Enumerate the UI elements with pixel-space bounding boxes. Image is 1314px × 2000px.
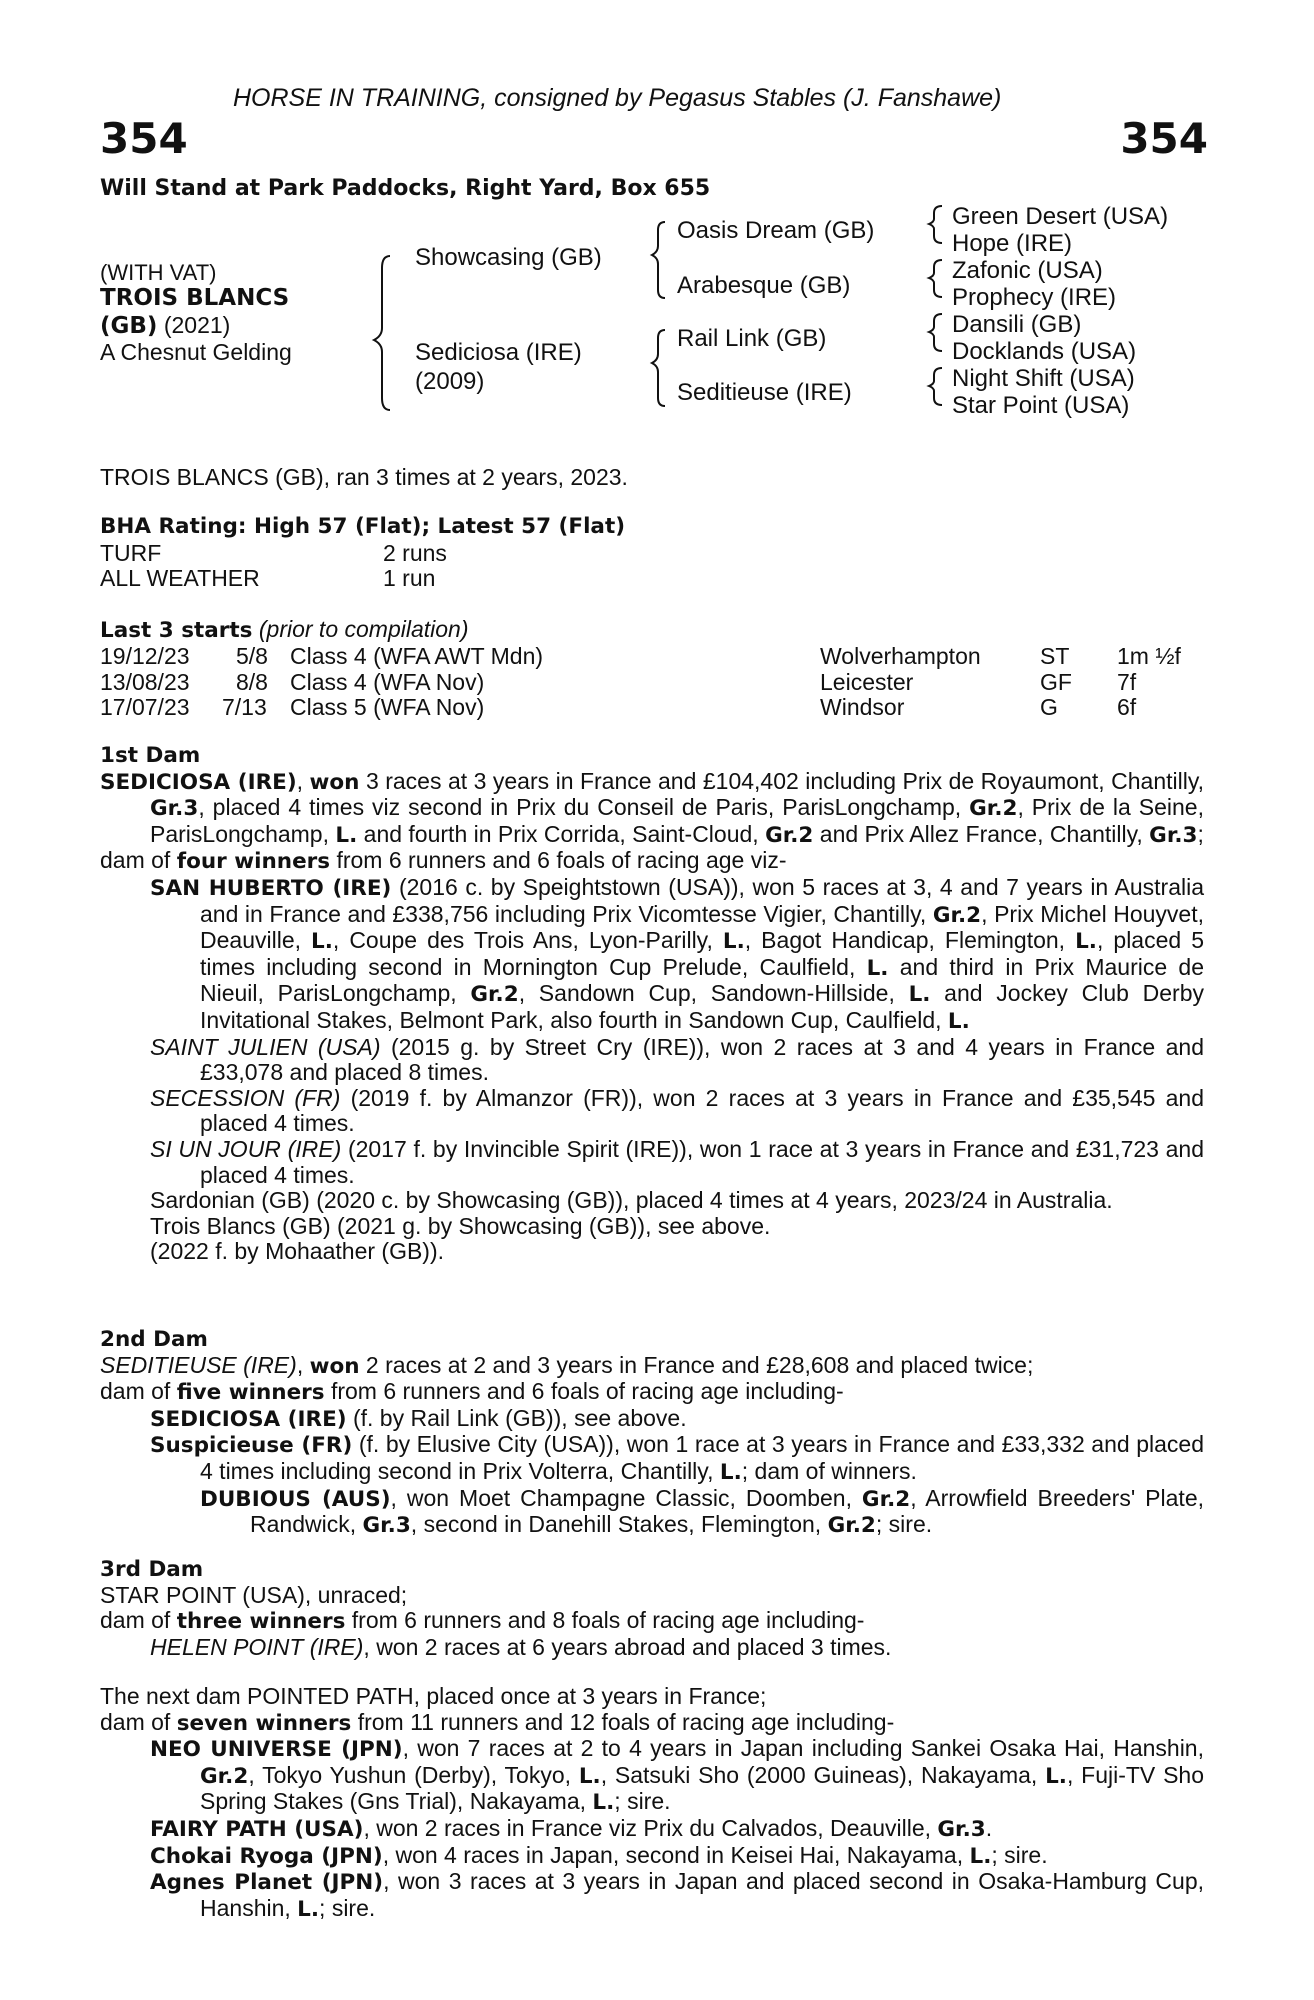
text: , won 2 races in France viz Prix du Calvados, Deauville,: [363, 1814, 938, 1841]
winners-count: seven winners: [176, 1710, 352, 1736]
text: and Prix Allez France, Chantilly,: [813, 820, 1150, 847]
start-race: Class 5 (WFA Nov): [290, 694, 485, 720]
produce-secession: [100, 1086, 1204, 1137]
text: , placed 5 times including second in Mornington Cup Prelude, Caulfield,: [200, 927, 1204, 980]
produce-name: SEDICIOSA (IRE): [150, 1406, 347, 1432]
start-date: 13/08/23: [100, 669, 190, 695]
text: from 11 runners and 12 foals of racing age including-: [351, 1708, 895, 1735]
text: (2019 f. by Almanzor (FR)), won 2 races at 3 years in France and £35,545 and placed 4 times.: [200, 1084, 1204, 1137]
produce-name: Agnes Planet (JPN): [150, 1870, 384, 1896]
listed: L.: [335, 822, 358, 848]
produce-dubious: [100, 1486, 1204, 1539]
start-date: 17/07/23: [100, 694, 190, 720]
produce-name: DUBIOUS (AUS): [200, 1486, 391, 1512]
text: .: [985, 1814, 993, 1841]
text: , Bagot Handicap, Flemington,: [744, 927, 1076, 954]
text: , won Moet Champagne Classic, Doomben,: [390, 1484, 862, 1511]
second-dam-section: [100, 1327, 1204, 1539]
start-going: ST: [1040, 643, 1070, 669]
start-date: 19/12/23: [100, 643, 190, 669]
start-going: GF: [1040, 669, 1072, 695]
gen3-1: Oasis Dream (GB): [677, 217, 875, 244]
horse-year: (2021): [157, 312, 231, 338]
grade: Gr.3: [937, 1816, 986, 1842]
text: , won 4 races in Japan, second in Keisei Hai, Nakayama,: [382, 1841, 970, 1868]
horse-description: A Chesnut Gelding: [100, 339, 292, 365]
text: (2016 c. by Speightstown (USA)), won 5 races at 3, 4 and 7 years in Australia and in France and £338,756 including Prix Vicomtesse Vigier, Chantilly,: [200, 873, 1205, 927]
produce-suspicieuse: [100, 1432, 1204, 1485]
grade: Gr.3: [1149, 822, 1198, 848]
produce-si-un-jour: [100, 1137, 1204, 1188]
third-dam-produce-summary: [100, 1608, 1204, 1635]
horse-origin: (GB): [100, 313, 158, 339]
produce-name: SECESSION (FR): [150, 1084, 341, 1111]
produce-san-huberto: [100, 875, 1204, 1035]
gen4-5: Dansili (GB): [952, 311, 1082, 338]
start-course: Windsor: [820, 694, 905, 720]
first-dam-record: SEDICIOSA (IRE), won 3 races at 3 years in France and £104,402 including Prix de Royaumont, Chantilly, Gr.3, placed 4 times viz second in Prix du Conseil de Paris, ParisLongchamp, Gr.2, Prix de la Seine, ParisLongchamp, L. and fourth in Prix Corrida, Saint-Cloud, Gr.2 and Prix Allez France, Chantilly, Gr.3;: [100, 767, 1205, 848]
text: , Satsuki Sho (2000 Guineas), Nakayama,: [600, 1761, 1046, 1788]
produce-name: SAINT JULIEN (USA): [150, 1033, 381, 1060]
listed: L.: [866, 955, 889, 981]
text: , Sandown Cup, Sandown-Hillside,: [518, 980, 909, 1007]
text: ; sire.: [614, 1788, 671, 1815]
won-word: won: [309, 1353, 360, 1379]
first-dam-produce-summary: [100, 848, 1204, 875]
lot-number-right: 354: [1120, 114, 1208, 163]
text: ; sire.: [875, 1511, 933, 1538]
race-summary: TROIS BLANCS (GB), ran 3 times at 2 years, 2023.: [100, 464, 628, 490]
listed: L.: [719, 1459, 742, 1485]
brace-sire-line: [652, 222, 665, 298]
first-dam-name: SEDICIOSA (IRE): [100, 769, 297, 795]
text: ; sire.: [991, 1841, 1048, 1868]
start-distance: 6f: [1117, 694, 1137, 720]
text: (f. by Rail Link (GB)), see above.: [346, 1404, 687, 1431]
brace-g4-1: [929, 206, 942, 243]
last-starts-heading: [100, 618, 469, 642]
listed: L.: [908, 982, 931, 1008]
start-position: 7/13: [222, 694, 267, 720]
text: , Prix de la Seine, ParisLongchamp,: [150, 794, 1204, 847]
gen4-6: Docklands (USA): [952, 338, 1137, 365]
text: (f. by Elusive City (USA)), won 1 race at 3 years in France and £33,332 and placed 4 times including second in Prix Volterra, Chantilly,: [200, 1431, 1204, 1484]
produce-neo-universe: [100, 1736, 1204, 1816]
produce-saint-julien: [100, 1035, 1204, 1086]
text: ;: [1197, 820, 1204, 847]
produce-name: Suspicieuse (FR): [150, 1433, 353, 1459]
grade: Gr.2: [932, 902, 982, 928]
grade: Gr.2: [200, 1763, 249, 1789]
grade: Gr.2: [861, 1486, 911, 1512]
won-word: won: [309, 769, 360, 795]
produce-chokai-ryoga: [100, 1843, 1204, 1870]
gen4-7: Night Shift (USA): [952, 365, 1135, 392]
third-dam-record: STAR POINT (USA), unraced;: [100, 1581, 408, 1608]
rating-turf-label: TURF: [100, 540, 162, 566]
text: dam of: [100, 1607, 177, 1634]
text: , Prix Michel Houyvet, Deauville,: [200, 900, 1204, 954]
next-dam-section: [100, 1684, 1204, 1922]
text: (2015 g. by Street Cry (IRE)), won 2 races at 3 and 4 years in France and £33,078 and placed 8 times.: [200, 1033, 1204, 1086]
text: from 6 runners and 6 foals of racing age including-: [324, 1378, 844, 1405]
produce-name: HELEN POINT (IRE): [150, 1633, 364, 1660]
gen3-3: Rail Link (GB): [677, 325, 827, 352]
dam: Sediciosa (IRE): [415, 339, 582, 366]
catalogue-title: HORSE IN TRAINING, consigned by Pegasus Stables (J. Fanshawe): [233, 84, 1002, 112]
rating-aw-label: ALL WEATHER: [100, 565, 260, 591]
lot-number-left: 354: [100, 114, 188, 163]
produce-sediciosa: [100, 1406, 1204, 1433]
first-dam-heading: 1st Dam: [100, 743, 201, 768]
produce-2022-filly: (2022 f. by Mohaather (GB)).: [150, 1238, 445, 1265]
text: dam of: [100, 1708, 177, 1735]
text: , Arrowfield Breeders' Plate, Randwick,: [250, 1484, 1204, 1538]
text: and third in Prix Maurice de Nieuil, ParisLongchamp,: [200, 953, 1204, 1007]
start-course: Wolverhampton: [820, 643, 981, 669]
text: , Fuji-TV Sho Spring Stakes (Gns Trial), Nakayama,: [200, 1761, 1204, 1815]
rating-aw-value: 1 run: [383, 565, 436, 591]
sire: Showcasing (GB): [415, 244, 602, 271]
gen4-3: Zafonic (USA): [952, 257, 1103, 284]
winners-count: five winners: [176, 1380, 325, 1406]
next-dam-record: The next dam POINTED PATH, placed once at 3 years in France;: [100, 1683, 767, 1709]
listed: L.: [578, 1763, 601, 1789]
stable-location: Will Stand at Park Paddocks, Right Yard, Box 655: [100, 176, 711, 201]
brace-g4-4: [929, 368, 942, 405]
last-starts-title: Last 3 starts: [100, 618, 253, 643]
rating-turf-value: 2 runs: [383, 540, 447, 566]
bha-rating: BHA Rating: High 57 (Flat); Latest 57 (Flat): [100, 514, 626, 539]
produce-helen-point: [100, 1635, 1204, 1661]
produce-name: SI UN JOUR (IRE): [150, 1135, 342, 1162]
first-dam-section: [100, 743, 1204, 1265]
next-dam-produce-summary: [100, 1710, 1204, 1737]
produce-sardonian: Sardonian (GB) (2020 c. by Showcasing (GB)), placed 4 times at 4 years, 2023/24 in Australia.: [150, 1187, 1113, 1214]
second-dam-produce-summary: [100, 1379, 1204, 1406]
text: ; dam of winners.: [741, 1457, 917, 1484]
brace-dam-line: [652, 330, 665, 406]
text: (2017 f. by Invincible Spirit (IRE)), won 1 race at 3 years in France and £31,723 and placed 4 times.: [200, 1135, 1205, 1188]
text: and fourth in Prix Corrida, Saint-Cloud,: [357, 820, 766, 847]
last-starts-note: (prior to compilation): [252, 616, 469, 642]
text: , Coupe des Trois Ans, Lyon-Parilly,: [332, 927, 723, 954]
text: and Jockey Club Derby Invitational Stakes, Belmont Park, also fourth in Sandown Cup, Caulfield,: [200, 980, 1204, 1033]
produce-agnes-planet: [100, 1869, 1204, 1922]
produce-fairy-path: [100, 1816, 1204, 1843]
grade: Gr.2: [470, 982, 519, 1008]
gen4-2: Hope (IRE): [952, 230, 1073, 257]
grade: Gr.2: [765, 822, 814, 848]
grade: Gr.3: [150, 796, 199, 822]
listed: L.: [722, 929, 745, 955]
second-dam-record: SEDITIEUSE (IRE), won 2 races at 2 and 3 years in France and £28,608 and placed twice;: [100, 1351, 1034, 1379]
listed: L.: [1045, 1763, 1067, 1789]
gen4-1: Green Desert (USA): [952, 203, 1169, 230]
gen4-4: Prophecy (IRE): [952, 284, 1117, 311]
brace-g4-3: [929, 314, 942, 351]
text: dam of: [100, 1378, 177, 1405]
second-dam-heading: 2nd Dam: [100, 1327, 208, 1352]
listed: L.: [947, 1008, 970, 1034]
text: , second in Danehill Stakes, Flemington,: [410, 1511, 828, 1538]
text: 2 races at 2 and 3 years in France and £28,608 and placed twice;: [359, 1351, 1034, 1378]
listed: L.: [592, 1790, 615, 1816]
vat-note: (WITH VAT): [100, 260, 217, 285]
winners-count: three winners: [176, 1609, 346, 1635]
start-position: 5/8: [236, 643, 268, 669]
start-distance: 1m ½f: [1117, 643, 1181, 669]
text: , Tokyo Yushun (Derby), Tokyo,: [248, 1761, 579, 1788]
gen3-4: Seditieuse (IRE): [677, 379, 852, 406]
text: from 6 runners and 6 foals of racing age viz-: [330, 847, 787, 874]
text: ; sire.: [319, 1894, 376, 1921]
second-dam-name: SEDITIEUSE (IRE): [100, 1351, 297, 1378]
third-dam-section: [100, 1557, 1204, 1660]
listed: L.: [297, 1896, 320, 1922]
dam-year: (2009): [415, 368, 485, 395]
text: from 6 runners and 8 foals of racing age including-: [345, 1607, 865, 1634]
text: , placed 4 times viz second in Prix du Conseil de Paris, ParisLongchamp,: [198, 794, 970, 821]
start-position: 8/8: [236, 669, 268, 695]
grade: Gr.2: [969, 796, 1018, 822]
grade: Gr.2: [827, 1513, 876, 1539]
listed: L.: [311, 929, 333, 955]
produce-name: FAIRY PATH (USA): [150, 1816, 364, 1842]
text: , won 7 races at 2 to 4 years in Japan including Sankei Osaka Hai, Hanshin,: [402, 1735, 1204, 1762]
text: , won 3 races at 3 years in Japan and placed second in Osaka-Hamburg Cup, Hanshin,: [200, 1868, 1205, 1921]
text: 3 races at 3 years in France and £104,402 including Prix de Royaumont, Chantilly,: [359, 767, 1205, 794]
start-going: G: [1040, 694, 1058, 720]
gen4-8: Star Point (USA): [952, 392, 1130, 419]
text: dam of: [100, 847, 177, 874]
produce-name: NEO UNIVERSE (JPN): [150, 1737, 403, 1763]
listed: L.: [1075, 929, 1097, 955]
produce-trois-blancs: Trois Blancs (GB) (2021 g. by Showcasing (GB)), see above.: [150, 1212, 771, 1239]
start-race: Class 4 (WFA Nov): [290, 669, 485, 695]
text: , won 2 races at 6 years abroad and placed 3 times.: [363, 1633, 892, 1660]
winners-count: four winners: [176, 849, 331, 875]
start-distance: 7f: [1117, 669, 1137, 695]
gen3-2: Arabesque (GB): [677, 272, 851, 299]
produce-name: Chokai Ryoga (JPN): [150, 1843, 383, 1869]
grade: Gr.3: [362, 1513, 411, 1539]
third-dam-heading: 3rd Dam: [100, 1557, 204, 1582]
produce-name: SAN HUBERTO (IRE): [150, 875, 392, 901]
start-race: Class 4 (WFA AWT Mdn): [290, 643, 544, 669]
brace-gen2: [374, 256, 390, 410]
brace-g4-2: [929, 260, 942, 297]
horse-name: TROIS BLANCS: [100, 285, 290, 311]
start-course: Leicester: [820, 669, 914, 695]
listed: L.: [969, 1843, 992, 1869]
